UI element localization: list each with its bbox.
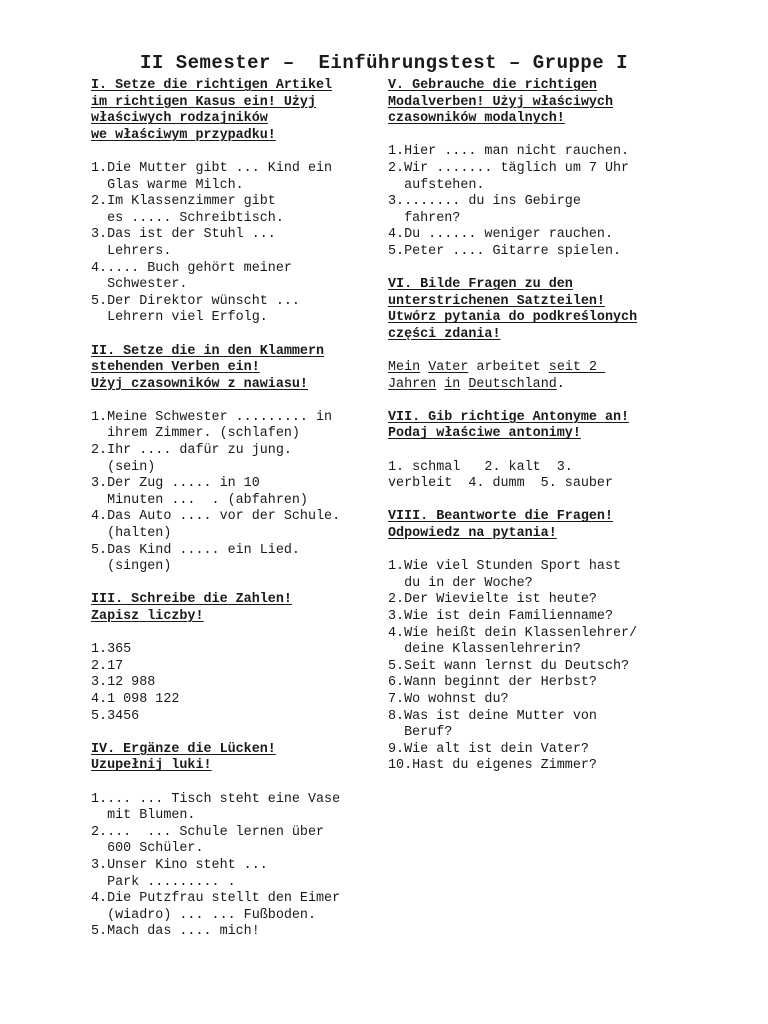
exercise-4-item — [91, 792, 383, 825]
item-text: Peter .... Gitarre spielen. — [404, 243, 622, 259]
exercise-2 — [91, 344, 383, 576]
item-number: 3. — [91, 857, 108, 873]
item-text: Wie heißt dein Klassenlehrer/ deine Klassenlehrerin? — [404, 625, 638, 658]
exercise-8-item — [388, 609, 688, 626]
item-text: Was ist deine Mutter von Beruf? — [404, 708, 597, 741]
exercise-1-item — [91, 261, 383, 294]
exercise-2-heading: II. Setze die in den Klammern stehenden Verben ein! Użyj czasowników z nawiasu! — [91, 343, 325, 392]
underlined-word: in — [444, 376, 461, 392]
item-text: Der Direktor wünscht ... Lehrern viel Erfolg. — [107, 293, 300, 326]
number-line: 3.12 988 — [91, 675, 156, 691]
item-text: Wo wohnst du? — [404, 691, 509, 707]
exercise-6-sentence — [388, 360, 688, 393]
exercise-6 — [388, 277, 688, 393]
item-number: 6. — [388, 675, 405, 691]
item-number: 2. — [91, 824, 108, 840]
item-number: 8. — [388, 708, 405, 724]
exercise-4 — [91, 742, 383, 941]
item-number: 3. — [91, 227, 108, 243]
exercise-7 — [388, 410, 688, 493]
underlined-word: Vater — [428, 360, 469, 376]
underlined-word: seit 2 — [548, 360, 597, 376]
item-number: 1. — [91, 409, 108, 425]
exercise-2-item — [91, 410, 383, 443]
item-text: Im Klassenzimmer gibt es ..... Schreibtisch. — [107, 194, 284, 226]
item-text: Das Kind ..... ein Lied. (singen) — [107, 542, 300, 575]
item-number: 5. — [91, 293, 108, 309]
item-number: 2. — [91, 443, 108, 459]
item-text: Wie viel Stunden Sport hast du in der Woche? — [404, 559, 622, 591]
exercise-8-heading: VIII. Beantworte die Fragen! Odpowiedz na pytania! — [388, 509, 613, 542]
exercise-8 — [388, 509, 688, 775]
exercise-8-item — [388, 692, 688, 709]
number-line: 2.17 — [91, 658, 124, 674]
item-text: Mach das .... mich! — [107, 924, 260, 940]
item-text: Ihr .... dafür zu jung. (sein) — [107, 443, 292, 475]
item-text: Die Putzfrau stellt den Eimer (wiadro) ... ... Fußboden. — [107, 891, 341, 923]
exercise-4-item — [91, 858, 383, 891]
item-text: ....... du ins Gebirge fahren? — [404, 194, 581, 226]
exercise-5 — [388, 78, 688, 261]
item-number: 1. — [388, 559, 405, 575]
sentence-end: . — [556, 376, 565, 392]
item-number: 1. — [91, 791, 108, 807]
exercise-5-item — [388, 244, 688, 261]
item-text: ... ... Tisch steht eine Vase mit Blumen. — [107, 791, 341, 824]
exercise-2-item — [91, 443, 383, 476]
exercise-8-item — [388, 758, 688, 775]
item-text: ... ... Schule lernen über 600 Schüler. — [107, 824, 325, 857]
exercise-6-heading: VI. Bilde Fragen zu den unterstrichenen Satzteilen! Utwórz pytania do podkreślonych części zdania! — [388, 277, 638, 342]
exercise-1-item — [91, 194, 383, 227]
item-number: 5. — [388, 658, 405, 674]
item-text: Das Auto .... vor der Schule. (halten) — [107, 509, 341, 542]
number-line: 1.365 — [91, 642, 132, 658]
item-text: Die Mutter gibt ... Kind ein Glas warme Milch. — [107, 160, 333, 193]
exercise-4-item — [91, 825, 383, 858]
item-number: 5. — [91, 542, 108, 558]
exercise-1 — [91, 78, 383, 327]
exercise-4-item — [91, 891, 383, 924]
item-text: Wie alt ist dein Vater? — [404, 741, 589, 757]
exercise-2-item — [91, 476, 383, 509]
exercise-5-item — [388, 194, 688, 227]
item-number: 5. — [388, 243, 405, 259]
exercise-5-item — [388, 227, 688, 244]
number-line: 4.1 098 122 — [91, 691, 180, 707]
item-text: Unser Kino steht ... Park ......... . — [107, 857, 268, 890]
item-text: Das ist der Stuhl ... Lehrers. — [107, 227, 276, 259]
underlined-word: Deutschland — [468, 376, 557, 392]
item-number: 4. — [388, 625, 405, 641]
right-column — [388, 78, 688, 792]
item-number: 2. — [388, 160, 405, 176]
item-number: 2. — [388, 592, 405, 608]
item-text: Seit wann lernst du Deutsch? — [404, 658, 630, 674]
exercise-7-heading: VII. Gib richtige Antonyme an! Podaj właściwe antonimy! — [388, 409, 630, 442]
exercise-5-item — [388, 161, 688, 194]
item-text: Hier .... man nicht rauchen. — [404, 144, 630, 160]
item-text: Du ...... weniger rauchen. — [404, 227, 614, 243]
item-number: 2. — [91, 194, 108, 210]
page-title: II Semester – Einführungstest – Gruppe I — [140, 52, 628, 74]
item-number: 4. — [91, 260, 108, 276]
number-line: 5.3456 — [91, 708, 140, 724]
exercise-8-item — [388, 659, 688, 676]
exercise-3 — [91, 592, 383, 725]
underlined-word: Jahren — [388, 376, 437, 392]
item-text: Hast du eigenes Zimmer? — [412, 758, 597, 774]
item-number: 4. — [388, 227, 405, 243]
item-text: Der Zug ..... in 10 Minuten ... . (abfahren) — [107, 476, 308, 508]
antonym-words: 1. schmal 2. kalt 3. verbleit 4. dumm 5. sauber — [388, 459, 613, 492]
exercise-1-heading: I. Setze die richtigen Artikel im richtigen Kasus ein! Użyj właściwych rodzajników we właściwym przypadku! — [91, 78, 333, 143]
item-number: 3. — [388, 194, 405, 210]
left-column — [91, 78, 383, 957]
item-text: .... Buch gehört meiner Schwester. — [107, 260, 292, 293]
exercise-1-item — [91, 294, 383, 327]
item-number: 4. — [91, 509, 108, 525]
item-text: Meine Schwester ......... in ihrem Zimmer. (schlafen) — [107, 409, 333, 442]
exercise-1-item — [91, 161, 383, 194]
exercise-4-item — [91, 924, 383, 941]
item-number: 3. — [91, 476, 108, 492]
exercise-8-item — [388, 675, 688, 692]
sentence-word: arbeitet — [476, 360, 541, 376]
item-text: Wie ist dein Familienname? — [404, 609, 614, 624]
exercise-4-heading: IV. Ergänze die Lücken! Uzupełnij luki! — [91, 741, 276, 774]
exercise-8-item — [388, 626, 688, 659]
exercise-8-item — [388, 709, 688, 742]
exercise-8-item — [388, 592, 688, 609]
item-number: 9. — [388, 741, 405, 757]
item-number: 10. — [388, 758, 413, 774]
exercise-5-heading: V. Gebrauche die richtigen Modalverben! Użyj właściwych czasowników modalnych! — [388, 78, 613, 127]
item-number: 1. — [388, 144, 405, 160]
item-number: 3. — [388, 609, 405, 624]
item-text: Wann beginnt der Herbst? — [404, 675, 597, 691]
exercise-2-item — [91, 509, 383, 542]
item-number: 1. — [91, 160, 108, 176]
exercise-2-item — [91, 543, 383, 576]
exercise-3-heading: III. Schreibe die Zahlen! Zapisz liczby! — [91, 592, 292, 624]
exercise-5-item — [388, 144, 688, 161]
item-text: Der Wievielte ist heute? — [404, 592, 597, 608]
exercise-1-item — [91, 227, 383, 260]
exercise-8-item — [388, 559, 688, 592]
item-text: Wir ....... täglich um 7 Uhr aufstehen. — [404, 160, 630, 193]
underlined-word: Mein — [388, 360, 421, 376]
exercise-8-item — [388, 742, 688, 759]
item-number: 5. — [91, 924, 108, 940]
item-number: 7. — [388, 691, 405, 707]
item-number: 4. — [91, 891, 108, 907]
